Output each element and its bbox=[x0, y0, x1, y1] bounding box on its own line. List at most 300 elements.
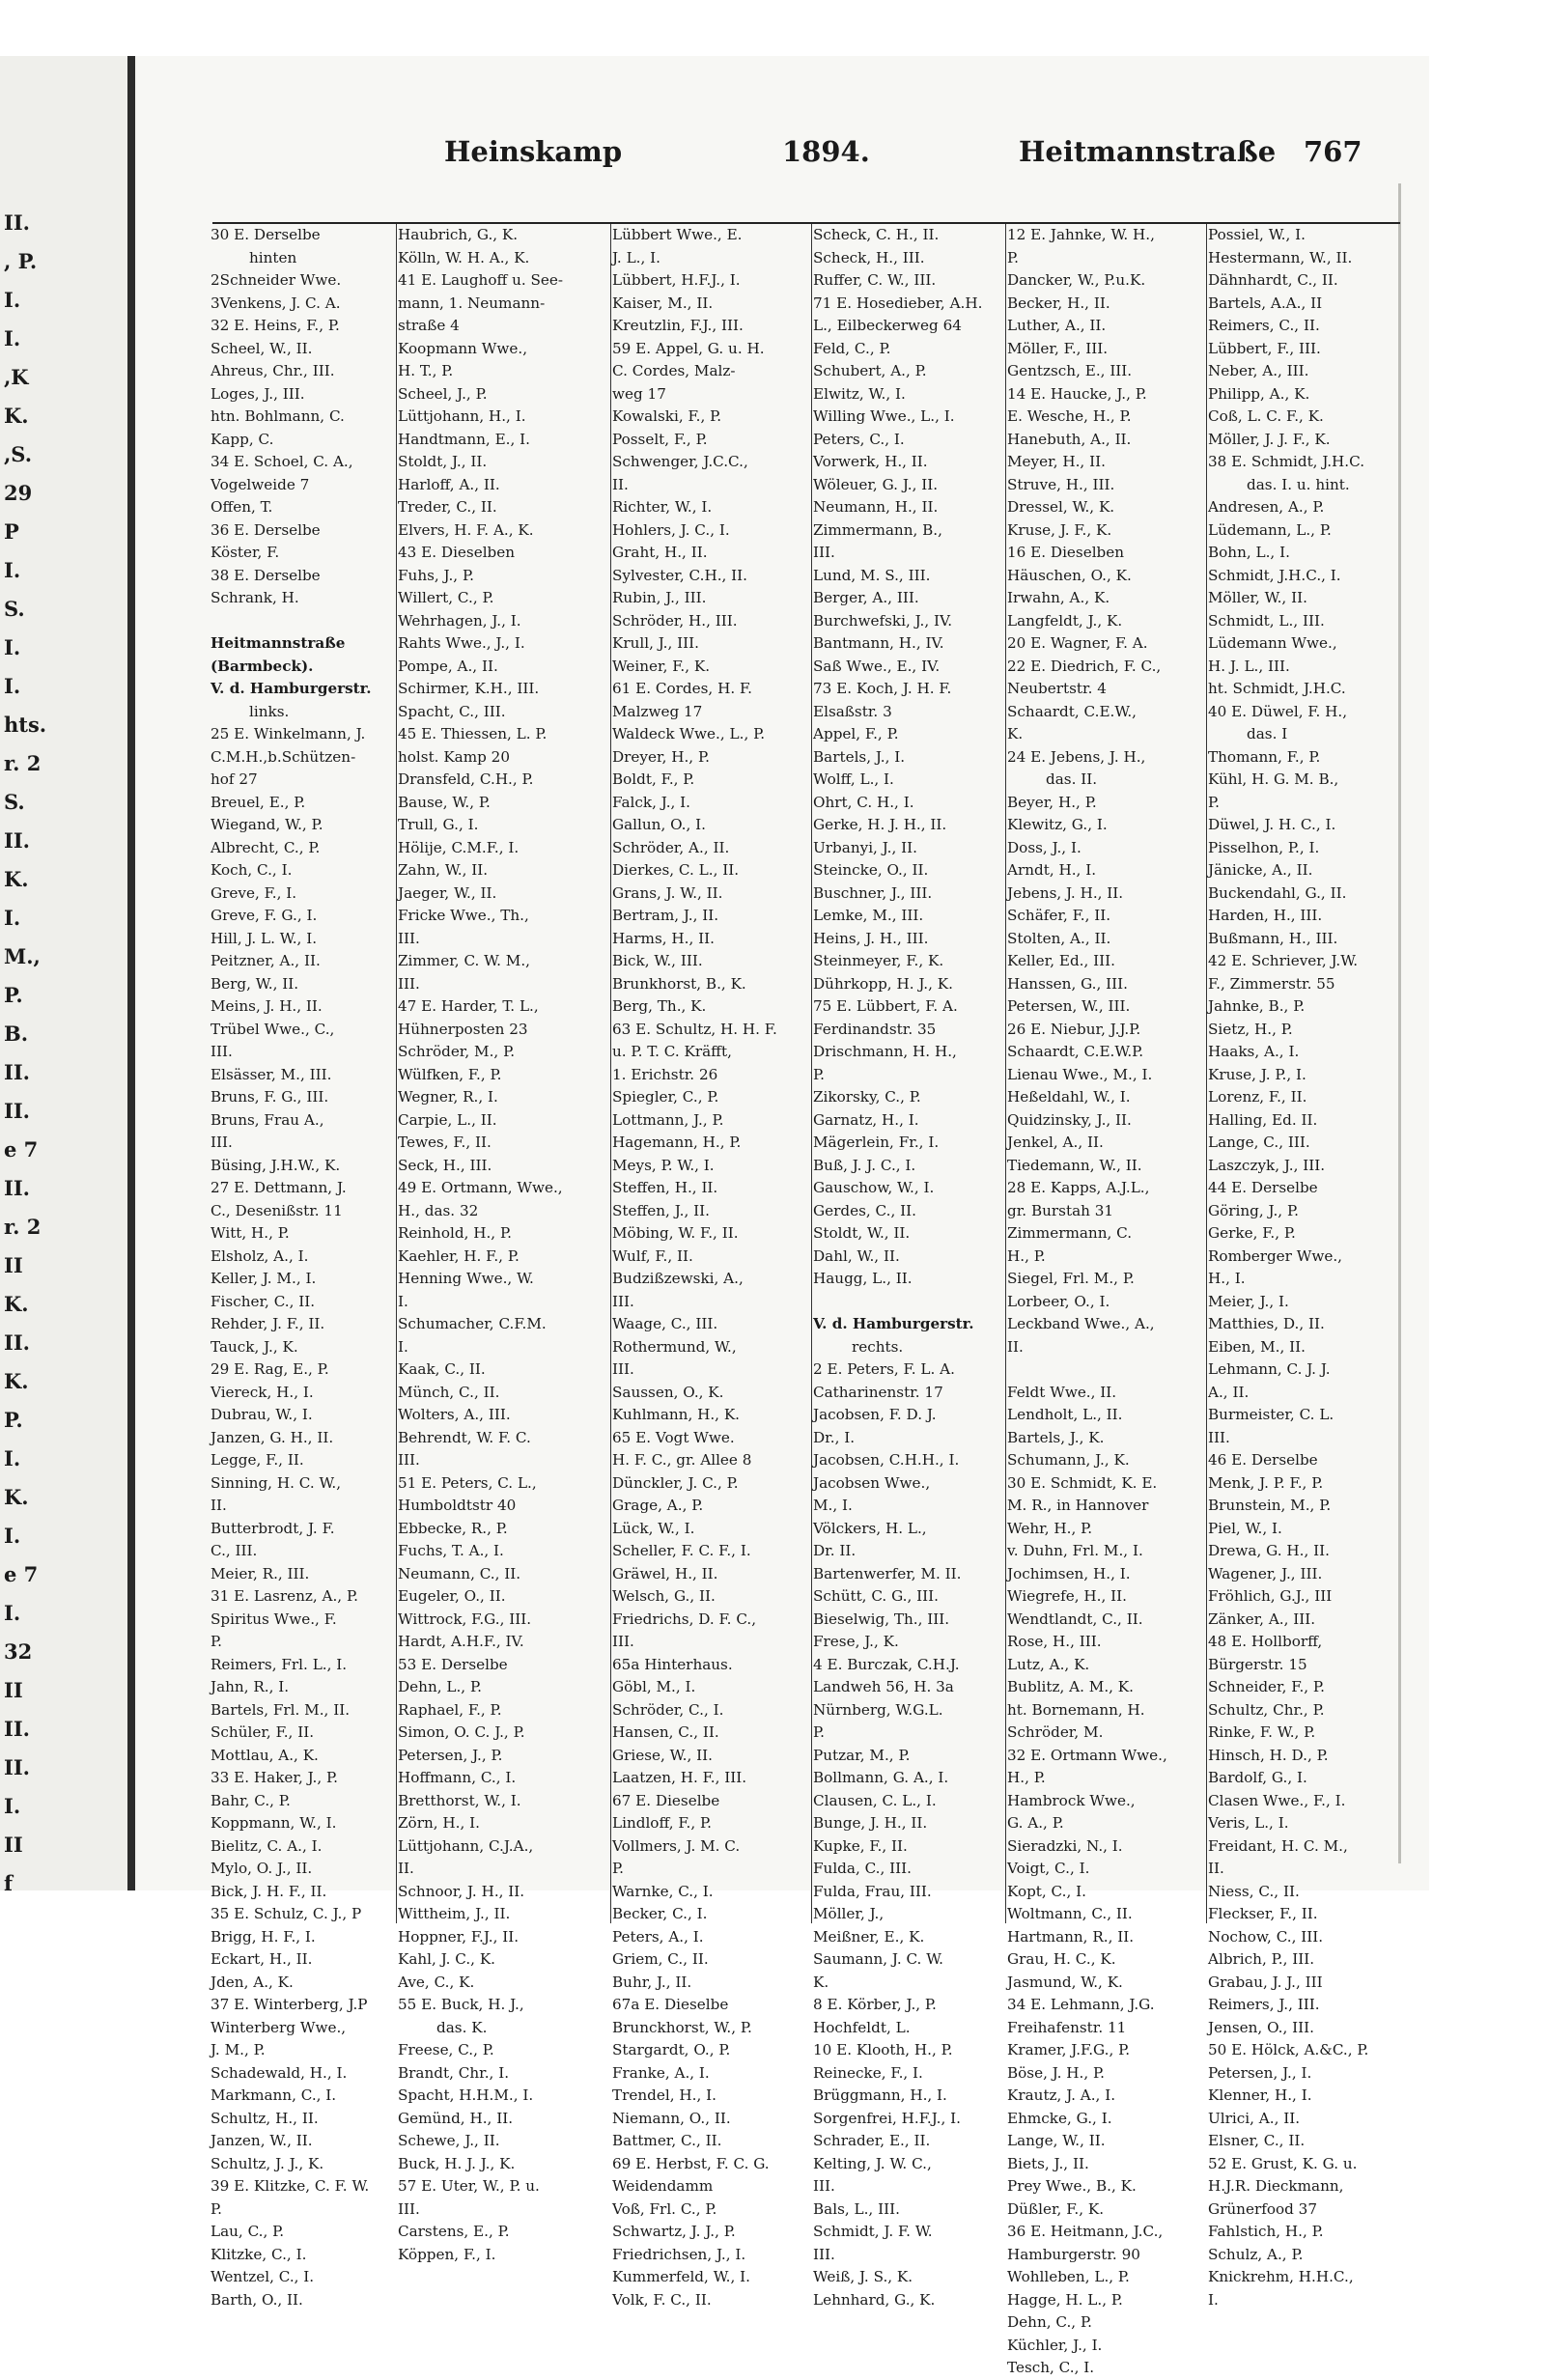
directory-entry: Kramer, J.F.G., P. bbox=[1007, 2041, 1131, 2058]
directory-entry: Legge, F., II. bbox=[211, 1451, 304, 1469]
directory-entry: Lüttjohann, C.J.A., bbox=[398, 1836, 534, 1855]
directory-entry: Biets, J., II. bbox=[1007, 2154, 1089, 2172]
directory-entry: H. T., P. bbox=[398, 362, 454, 379]
directory-entry: Sinning, H. C. W., bbox=[211, 1473, 342, 1492]
directory-entry: Wehr, H., P. bbox=[1007, 1519, 1093, 1537]
directory-entry: Koch, C., I. bbox=[211, 861, 293, 879]
directory-entry: Leckband Wwe., A., bbox=[1007, 1315, 1155, 1332]
directory-entry: Lund, M. S., III. bbox=[813, 566, 931, 584]
directory-entry: Lehnhard, G., K. bbox=[813, 2290, 936, 2309]
directory-entry: Heitmannstraße bbox=[211, 634, 346, 652]
directory-entry: Veris, L., I. bbox=[1208, 1814, 1289, 1832]
directory-entry: Neumann, C., II. bbox=[398, 1564, 521, 1582]
directory-entry: Offen, T. bbox=[211, 498, 273, 516]
directory-entry: Lüttjohann, H., I. bbox=[398, 407, 526, 425]
directory-entry: Düßler, F., K. bbox=[1007, 2199, 1105, 2218]
directory-entry: Petersen, J., I. bbox=[1208, 2063, 1312, 2082]
directory-entry: P. bbox=[1007, 248, 1019, 266]
left-page-fragment-text: B. bbox=[4, 1022, 29, 1046]
left-page-fragment-text: II bbox=[4, 1833, 23, 1857]
directory-entry: Hill, J. L. W., I. bbox=[211, 929, 318, 947]
directory-entry: Möller, W., II. bbox=[1208, 589, 1307, 606]
directory-entry: Schewe, J., II. bbox=[398, 2132, 500, 2149]
directory-entry: Wendtlandt, C., II. bbox=[1007, 1610, 1143, 1628]
directory-entry: Kopt, C., I. bbox=[1007, 1882, 1086, 1900]
directory-entry: Klenner, H., I. bbox=[1208, 2086, 1312, 2104]
directory-entry: mann, 1. Neumann- bbox=[398, 294, 546, 312]
directory-entry: Lüdemann, L., P. bbox=[1208, 520, 1332, 539]
directory-entry: Kaiser, M., II. bbox=[612, 294, 714, 312]
directory-entry: Woltmann, C., II. bbox=[1007, 1905, 1133, 1922]
directory-entry: Dührkopp, H. J., K. bbox=[813, 974, 953, 993]
directory-entry: Sorgenfrei, H.F.J., I. bbox=[813, 2109, 961, 2127]
directory-entry: Rose, H., III. bbox=[1007, 1633, 1102, 1650]
directory-entry: I. bbox=[1208, 2290, 1219, 2309]
directory-entry: H., I. bbox=[1208, 1270, 1246, 1287]
directory-entry: das. K. bbox=[436, 2018, 488, 2036]
directory-entry: 4 E. Burczak, C.H.J. bbox=[813, 1655, 960, 1673]
directory-entry: Luther, A., II. bbox=[1007, 317, 1107, 334]
directory-entry: Kummerfeld, W., I. bbox=[612, 2268, 750, 2285]
directory-entry: 41 E. Laughoff u. See- bbox=[398, 271, 564, 289]
directory-entry: V. d. Hamburgerstr. bbox=[211, 680, 372, 697]
directory-entry: Haubrich, G., K. bbox=[398, 226, 519, 243]
directory-entry: Freihafenstr. 11 bbox=[1007, 2018, 1127, 2036]
directory-entry: 36 E. Heitmann, J.C., bbox=[1007, 2223, 1164, 2240]
directory-entry: J. M., P. bbox=[211, 2041, 266, 2058]
directory-entry: 34 E. Lehmann, J.G. bbox=[1007, 1996, 1155, 2013]
directory-entry: H., das. 32 bbox=[398, 1201, 479, 1219]
directory-entry: C.M.H.,b.Schützen- bbox=[211, 747, 356, 766]
directory-entry: 37 E. Winterberg, J.P bbox=[211, 1996, 368, 2013]
directory-entry: Fulda, C., III. bbox=[813, 1860, 912, 1877]
directory-entry: 45 E. Thiessen, L. P. bbox=[398, 725, 548, 742]
directory-entry: Elvers, H. F. A., K. bbox=[398, 520, 534, 539]
left-page-fragment-text: II. bbox=[4, 210, 30, 235]
directory-entry: Bartels, A.A., II bbox=[1208, 294, 1323, 312]
directory-entry: Raphael, F., P. bbox=[398, 1700, 502, 1719]
directory-entry: Viereck, H., I. bbox=[211, 1383, 314, 1401]
directory-entry: Catharinenstr. 17 bbox=[813, 1383, 943, 1401]
directory-entry: 27 E. Dettmann, J. bbox=[211, 1179, 347, 1196]
directory-entry: Dähnhardt, C., II. bbox=[1208, 271, 1338, 289]
directory-entry: Arndt, H., I. bbox=[1007, 861, 1097, 879]
left-page-fragment-text: e 7 bbox=[4, 1137, 39, 1162]
directory-entry: 1. Erichstr. 26 bbox=[612, 1065, 718, 1083]
directory-entry: 51 E. Peters, C. L., bbox=[398, 1473, 537, 1492]
column-divider bbox=[1005, 224, 1006, 1923]
directory-entry: Laatzen, H. F., III. bbox=[612, 1769, 747, 1786]
directory-entry: Schröder, H., III. bbox=[612, 611, 738, 630]
directory-entry: Schmidt, J.H.C., I. bbox=[1208, 566, 1341, 584]
directory-entry: hof 27 bbox=[211, 770, 258, 788]
directory-entry: Tewes, F., II. bbox=[398, 1134, 492, 1151]
directory-entry: holst. Kamp 20 bbox=[398, 747, 511, 766]
directory-entry: Dahl, W., II. bbox=[813, 1246, 900, 1265]
directory-entry: Brunkhorst, B., K. bbox=[612, 974, 746, 993]
directory-entry: Dransfeld, C.H., P. bbox=[398, 770, 534, 788]
directory-entry: Griese, W., II. bbox=[612, 1746, 713, 1764]
directory-entry: Möbing, W. F., II. bbox=[612, 1224, 739, 1242]
directory-entry: Stargardt, O., P. bbox=[612, 2041, 731, 2058]
directory-entry: Elsholz, A., I. bbox=[211, 1246, 309, 1265]
directory-entry: Becker, C., I. bbox=[612, 1905, 708, 1922]
directory-entry: 75 E. Lübbert, F. A. bbox=[813, 997, 958, 1015]
directory-entry: Rehder, J. F., II. bbox=[211, 1315, 325, 1332]
directory-entry: 48 E. Hollborff, bbox=[1208, 1633, 1323, 1650]
directory-entry: Menk, J. P. F., P. bbox=[1208, 1473, 1324, 1492]
directory-entry: Rothermund, W., bbox=[612, 1337, 737, 1356]
directory-entry: III. bbox=[398, 1451, 420, 1469]
directory-entry: Ehmcke, G., I. bbox=[1007, 2109, 1112, 2127]
directory-entry: Münch, C., II. bbox=[398, 1383, 500, 1401]
directory-entry: Wulf, F., II. bbox=[612, 1246, 693, 1265]
directory-entry: Niemann, O., II. bbox=[612, 2109, 731, 2127]
directory-entry: Mylo, O. J., II. bbox=[211, 1860, 313, 1877]
directory-entry: Möller, J., bbox=[813, 1905, 885, 1922]
directory-entry: Appel, F., P. bbox=[813, 725, 899, 742]
directory-entry: Dehn, C., P. bbox=[1007, 2313, 1092, 2331]
directory-entry: ht. Schmidt, J.H.C. bbox=[1208, 680, 1346, 697]
directory-entry: Schmidt, L., III. bbox=[1208, 611, 1325, 630]
directory-entry: Dancker, W., P.u.K. bbox=[1007, 271, 1146, 289]
directory-entry: Schultz, H., II. bbox=[211, 2109, 319, 2127]
directory-entry: 25 E. Winkelmann, J. bbox=[211, 725, 366, 742]
directory-entry: Irwahn, A., K. bbox=[1007, 589, 1110, 606]
directory-entry: Neumann, H., II. bbox=[813, 498, 939, 516]
directory-entry: III. bbox=[813, 544, 835, 561]
directory-entry: Gallun, O., I. bbox=[612, 816, 706, 833]
directory-entry: Schumann, J., K. bbox=[1007, 1451, 1130, 1469]
directory-entry: Landweh 56, H. 3a bbox=[813, 1678, 954, 1695]
directory-entry: III. bbox=[612, 1292, 634, 1310]
directory-entry: Bartels, Frl. M., II. bbox=[211, 1700, 351, 1719]
directory-entry: Jden, A., K. bbox=[211, 1973, 294, 1991]
directory-entry: 44 E. Derselbe bbox=[1208, 1179, 1318, 1196]
directory-entry: Voß, Frl. C., P. bbox=[612, 2199, 717, 2218]
directory-entry: Bohn, L., I. bbox=[1208, 544, 1290, 561]
left-page-fragment-text: e 7 bbox=[4, 1562, 39, 1586]
directory-entry: Zänker, A., III. bbox=[1208, 1610, 1316, 1628]
left-page-fragment-text: I. bbox=[4, 906, 21, 930]
directory-entry: Meys, P. W., I. bbox=[612, 1156, 715, 1174]
directory-entry: Dr. II. bbox=[813, 1542, 857, 1559]
directory-entry: III. bbox=[398, 974, 420, 993]
directory-entry: Humboldtstr 40 bbox=[398, 1497, 517, 1514]
directory-entry: Andresen, A., P. bbox=[1208, 498, 1325, 516]
directory-entry: III. bbox=[398, 2199, 420, 2218]
left-page-fragment-text: I. bbox=[4, 326, 21, 350]
directory-entry: Barth, O., II. bbox=[211, 2290, 303, 2309]
directory-entry: Doss, J., I. bbox=[1007, 838, 1082, 856]
directory-entry: Willing Wwe., L., I. bbox=[813, 407, 955, 425]
directory-entry: 42 E. Schriever, J.W. bbox=[1208, 952, 1359, 969]
directory-entry: Bartenwerfer, M. II. bbox=[813, 1564, 962, 1582]
left-page-fragment-text: K. bbox=[4, 1369, 29, 1393]
directory-entry: I. bbox=[398, 1292, 408, 1310]
left-page-fragment-text: K. bbox=[4, 1485, 29, 1509]
directory-entry: Hanssen, G., III. bbox=[1007, 974, 1128, 993]
directory-entry: Willert, C., P. bbox=[398, 589, 494, 606]
directory-entry: Berger, A., III. bbox=[813, 589, 919, 606]
directory-entry: Kahl, J. C., K. bbox=[398, 1950, 495, 1968]
directory-entry: Tesch, C., I. bbox=[1007, 2359, 1095, 2376]
directory-entry: (Barmbeck). bbox=[211, 657, 314, 675]
directory-entry: III. bbox=[211, 1134, 233, 1151]
left-page-fragment-text: I. bbox=[4, 674, 21, 698]
directory-entry: Bick, W., III. bbox=[612, 952, 703, 969]
directory-entry: 38 E. Derselbe bbox=[211, 566, 321, 584]
directory-entry: Hoffmann, C., I. bbox=[398, 1769, 517, 1786]
directory-column-6 bbox=[1208, 224, 1408, 2309]
directory-entry: Harms, H., II. bbox=[612, 929, 715, 947]
directory-entry: Schadewald, H., I. bbox=[211, 2063, 348, 2082]
directory-entry: Bause, W., P. bbox=[398, 793, 491, 811]
directory-entry: htn. Bohlmann, C. bbox=[211, 407, 345, 425]
directory-entry: Mägerlein, Fr., I. bbox=[813, 1134, 940, 1151]
directory-entry: links. bbox=[249, 702, 290, 720]
directory-entry: Elsässer, M., III. bbox=[211, 1065, 332, 1083]
directory-entry: Schaardt, C.E.W.P. bbox=[1007, 1043, 1144, 1060]
directory-entry: Pisselhon, P., I. bbox=[1208, 838, 1320, 856]
directory-entry: 50 E. Hölck, A.&C., P. bbox=[1208, 2041, 1369, 2058]
directory-entry: P. bbox=[813, 1723, 825, 1741]
directory-entry: Hölije, C.M.F., I. bbox=[398, 838, 520, 856]
directory-entry: Hagemann, H., P. bbox=[612, 1134, 742, 1151]
directory-entry: Volk, F. C., II. bbox=[612, 2290, 712, 2309]
directory-entry: 67 E. Dieselbe bbox=[612, 1791, 720, 1809]
directory-entry: Jahnke, B., P. bbox=[1208, 997, 1306, 1015]
left-page-fragment-text: I. bbox=[4, 1794, 21, 1818]
left-page-fragment-text: I. bbox=[4, 1601, 21, 1625]
directory-entry: C. Cordes, Malz- bbox=[612, 362, 736, 379]
directory-entry: Behrendt, W. F. C. bbox=[398, 1428, 531, 1446]
left-page-fragment-text: II. bbox=[4, 1176, 30, 1200]
directory-entry: Koppmann, W., I. bbox=[211, 1814, 337, 1832]
directory-entry: 59 E. Appel, G. u. H. bbox=[612, 339, 765, 357]
directory-entry: III. bbox=[813, 2177, 835, 2195]
directory-entry: hinten bbox=[249, 248, 297, 266]
directory-entry: Haugg, L., II. bbox=[813, 1270, 913, 1287]
directory-entry: Putzar, M., P. bbox=[813, 1746, 911, 1764]
directory-entry: II. bbox=[1007, 1337, 1024, 1356]
directory-entry: Henning Wwe., W. bbox=[398, 1270, 534, 1287]
directory-entry: II. bbox=[398, 1860, 414, 1877]
header-right-title: Heitmannstraße bbox=[1019, 135, 1277, 168]
directory-entry: Freidant, H. C. M., bbox=[1208, 1836, 1348, 1855]
directory-entry: Peters, A., I. bbox=[612, 1927, 704, 1946]
directory-entry: Gentzsch, E., III. bbox=[1007, 362, 1133, 379]
directory-entry: Jaeger, W., II. bbox=[398, 883, 497, 902]
directory-entry: Urbanyi, J., II. bbox=[813, 838, 917, 856]
directory-entry: Kaak, C., II. bbox=[398, 1360, 486, 1378]
left-page-fragment-text: ,S. bbox=[4, 442, 33, 466]
directory-entry: Hinsch, H. D., P. bbox=[1208, 1746, 1329, 1764]
directory-entry: Wiegand, W., P. bbox=[211, 816, 323, 833]
column-divider bbox=[396, 224, 397, 1923]
directory-entry: Gerke, H. J. H., II. bbox=[813, 816, 947, 833]
directory-entry: Lorbeer, O., I. bbox=[1007, 1292, 1110, 1310]
column-divider bbox=[811, 224, 812, 1923]
directory-entry: Kruse, J. P., I. bbox=[1208, 1065, 1306, 1083]
directory-entry: 33 E. Haker, J., P. bbox=[211, 1769, 338, 1786]
left-page-fragment-text: II. bbox=[4, 1060, 30, 1084]
directory-entry: Wolff, L., I. bbox=[813, 770, 894, 788]
directory-entry: I. bbox=[398, 1337, 408, 1356]
directory-entry: 2Schneider Wwe. bbox=[211, 271, 342, 289]
directory-entry: Ohrt, C. H., I. bbox=[813, 793, 914, 811]
directory-entry: Dreyer, H., P. bbox=[612, 747, 710, 766]
directory-entry: Zimmer, C. W. M., bbox=[398, 952, 530, 969]
left-page-fragment-text: I. bbox=[4, 288, 21, 312]
directory-entry: Schnoor, J. H., II. bbox=[398, 1882, 525, 1900]
directory-entry: Schubert, A., P. bbox=[813, 362, 927, 379]
directory-entry: Nochow, C., III. bbox=[1208, 1927, 1324, 1946]
directory-entry: Fleckser, F., II. bbox=[1208, 1905, 1318, 1922]
directory-entry: Grabau, J. J., III bbox=[1208, 1973, 1323, 1991]
left-page-fragment-text: r. 2 bbox=[4, 751, 42, 775]
directory-entry: Schaardt, C.E.W., bbox=[1007, 702, 1137, 720]
directory-entry: Fischer, C., II. bbox=[211, 1292, 316, 1310]
directory-entry: 36 E. Derselbe bbox=[211, 520, 321, 539]
left-page-fragment-text: M., bbox=[4, 944, 41, 968]
directory-entry: Fulda, Frau, III. bbox=[813, 1882, 932, 1900]
directory-entry: Feldt Wwe., II. bbox=[1007, 1383, 1117, 1401]
directory-entry: Schrader, E., II. bbox=[813, 2132, 931, 2149]
directory-entry: C., III. bbox=[211, 1542, 258, 1559]
directory-entry: Brunckhorst, W., P. bbox=[612, 2018, 752, 2036]
directory-entry: 24 E. Jebens, J. H., bbox=[1007, 747, 1146, 766]
directory-entry: Düwel, J. H. C., I. bbox=[1208, 816, 1336, 833]
directory-entry: Bardolf, G., I. bbox=[1208, 1769, 1307, 1786]
directory-entry: Spiritus Wwe., F. bbox=[211, 1610, 337, 1628]
left-page-fragment bbox=[0, 56, 133, 1895]
directory-entry: III. bbox=[398, 929, 420, 947]
directory-entry: K. bbox=[813, 1973, 829, 1991]
directory-entry: Jensen, O., III. bbox=[1208, 2018, 1314, 2036]
directory-entry: Schultz, J. J., K. bbox=[211, 2154, 324, 2172]
directory-entry: Gräwel, H., II. bbox=[612, 1564, 718, 1582]
directory-entry: Hartmann, R., II. bbox=[1007, 1927, 1135, 1946]
directory-entry: III. bbox=[612, 1360, 634, 1378]
directory-entry: 73 E. Koch, J. H. F. bbox=[813, 680, 952, 697]
directory-entry: Brigg, H. F., I. bbox=[211, 1927, 316, 1946]
directory-entry: Hohlers, J. C., I. bbox=[612, 520, 730, 539]
directory-entry: 28 E. Kapps, A.J.L., bbox=[1007, 1179, 1150, 1196]
directory-entry: Kaehler, H. F., P. bbox=[398, 1246, 520, 1265]
directory-entry: Bublitz, A. M., K. bbox=[1007, 1678, 1134, 1695]
directory-entry: Zörn, H., I. bbox=[398, 1814, 480, 1832]
directory-entry: weg 17 bbox=[612, 384, 666, 403]
directory-entry: Rinke, F. W., P. bbox=[1208, 1723, 1316, 1741]
directory-entry: Zahn, W., II. bbox=[398, 861, 489, 879]
directory-entry: Coß, L. C. F., K. bbox=[1208, 407, 1324, 425]
directory-entry: Brunstein, M., P. bbox=[1208, 1497, 1332, 1514]
directory-entry: II. bbox=[612, 475, 629, 493]
directory-entry: Budzißzewski, A., bbox=[612, 1270, 744, 1287]
directory-entry: 22 E. Diedrich, F. C., bbox=[1007, 657, 1162, 675]
left-page-fragment-text: II. bbox=[4, 1755, 30, 1779]
directory-entry: Bantmann, H., IV. bbox=[813, 634, 944, 652]
directory-entry: P. bbox=[1208, 793, 1220, 811]
directory-entry: Kupke, F., II. bbox=[813, 1836, 908, 1855]
directory-entry: Heins, J. H., III. bbox=[813, 929, 929, 947]
directory-entry: Köster, F. bbox=[211, 544, 280, 561]
directory-entry: Zikorsky, C., P. bbox=[813, 1088, 921, 1106]
directory-entry: Lehmann, C. J. J. bbox=[1208, 1360, 1331, 1378]
directory-entry: Neber, A., III. bbox=[1208, 362, 1309, 379]
directory-entry: Jacobsen, C.H.H., I. bbox=[813, 1451, 960, 1469]
directory-entry: Sieradzki, N., I. bbox=[1007, 1836, 1123, 1855]
directory-entry: Bunge, J. H., II. bbox=[813, 1814, 928, 1832]
directory-entry: 47 E. Harder, T. L., bbox=[398, 997, 539, 1015]
directory-entry: Möller, J. J. F., K. bbox=[1208, 430, 1331, 448]
directory-entry: Quidzinsky, J., II. bbox=[1007, 1110, 1132, 1129]
directory-entry: Wentzel, C., I. bbox=[211, 2268, 315, 2285]
directory-entry bbox=[813, 1291, 1004, 1314]
directory-entry: 35 E. Schulz, C. J., P bbox=[211, 1905, 362, 1922]
directory-entry: 53 E. Derselbe bbox=[398, 1655, 508, 1673]
directory-entry: Bahr, C., P. bbox=[211, 1791, 291, 1809]
directory-entry: Gerdes, C., II. bbox=[813, 1201, 916, 1219]
directory-entry: Weiner, F., K. bbox=[612, 657, 711, 675]
directory-entry: Schütt, C. G., III. bbox=[813, 1587, 939, 1605]
directory-entry: Hanebuth, A., II. bbox=[1007, 430, 1132, 448]
directory-entry: Ave, C., K. bbox=[398, 1973, 475, 1991]
directory-entry: Vogelweide 7 bbox=[211, 475, 310, 493]
directory-entry: Seck, H., III. bbox=[398, 1156, 492, 1174]
directory-column-2 bbox=[398, 224, 608, 2263]
directory-entry: Frese, J., K. bbox=[813, 1633, 899, 1650]
directory-entry: Burchwefski, J., IV. bbox=[813, 611, 953, 630]
directory-entry: Bals, L., III. bbox=[813, 2199, 900, 2218]
left-page-fragment-text: ,K bbox=[4, 365, 29, 389]
directory-entry: Schmidt, J. F. W. bbox=[813, 2223, 933, 2240]
directory-column-4 bbox=[813, 224, 1004, 2309]
directory-entry: Bartels, J., K. bbox=[1007, 1428, 1105, 1446]
directory-entry: 49 E. Ortmann, Wwe., bbox=[398, 1179, 563, 1196]
directory-entry: Friedrichs, D. F. C., bbox=[612, 1610, 757, 1628]
directory-entry: Becker, H., II. bbox=[1007, 294, 1110, 312]
page-number: 767 bbox=[1304, 135, 1362, 168]
directory-entry: Schröder, M. bbox=[1007, 1723, 1104, 1741]
left-page-fragment-text: I. bbox=[4, 635, 21, 659]
directory-entry: 10 E. Klooth, H., P. bbox=[813, 2041, 953, 2058]
directory-entry: Hestermann, W., II. bbox=[1208, 248, 1353, 266]
directory-entry: Gemünd, H., II. bbox=[398, 2109, 514, 2127]
directory-entry: Malzweg 17 bbox=[612, 702, 703, 720]
directory-entry: Siegel, Frl. M., P. bbox=[1007, 1270, 1135, 1287]
directory-entry: Simon, O. C. J., P. bbox=[398, 1723, 525, 1741]
directory-entry: Lüdemann Wwe., bbox=[1208, 634, 1337, 652]
directory-entry: Steinmeyer, F., K. bbox=[813, 952, 944, 969]
directory-entry: 65a Hinterhaus. bbox=[612, 1655, 733, 1673]
directory-entry: Harloff, A., II. bbox=[398, 475, 500, 493]
directory-entry: Kuhlmann, H., K. bbox=[612, 1406, 741, 1423]
directory-entry: Freese, C., P. bbox=[398, 2041, 494, 2058]
directory-entry: Küchler, J., I. bbox=[1007, 2336, 1103, 2354]
directory-entry: Schulz, A., P. bbox=[1208, 2245, 1304, 2263]
directory-entry: 39 E. Klitzke, C. F. W. bbox=[211, 2177, 370, 2195]
left-page-fragment-text: I. bbox=[4, 558, 21, 582]
directory-entry: Friedrichsen, J., I. bbox=[612, 2245, 746, 2263]
directory-entry: Fuchs, T. A., I. bbox=[398, 1542, 504, 1559]
directory-entry: 8 E. Körber, J., P. bbox=[813, 1996, 937, 2013]
directory-entry: Bollmann, G. A., I. bbox=[813, 1769, 949, 1786]
directory-entry: Schüler, F., II. bbox=[211, 1723, 315, 1741]
directory-entry: Witt, H., P. bbox=[211, 1224, 290, 1242]
directory-entry: Grünerfood 37 bbox=[1208, 2199, 1317, 2218]
